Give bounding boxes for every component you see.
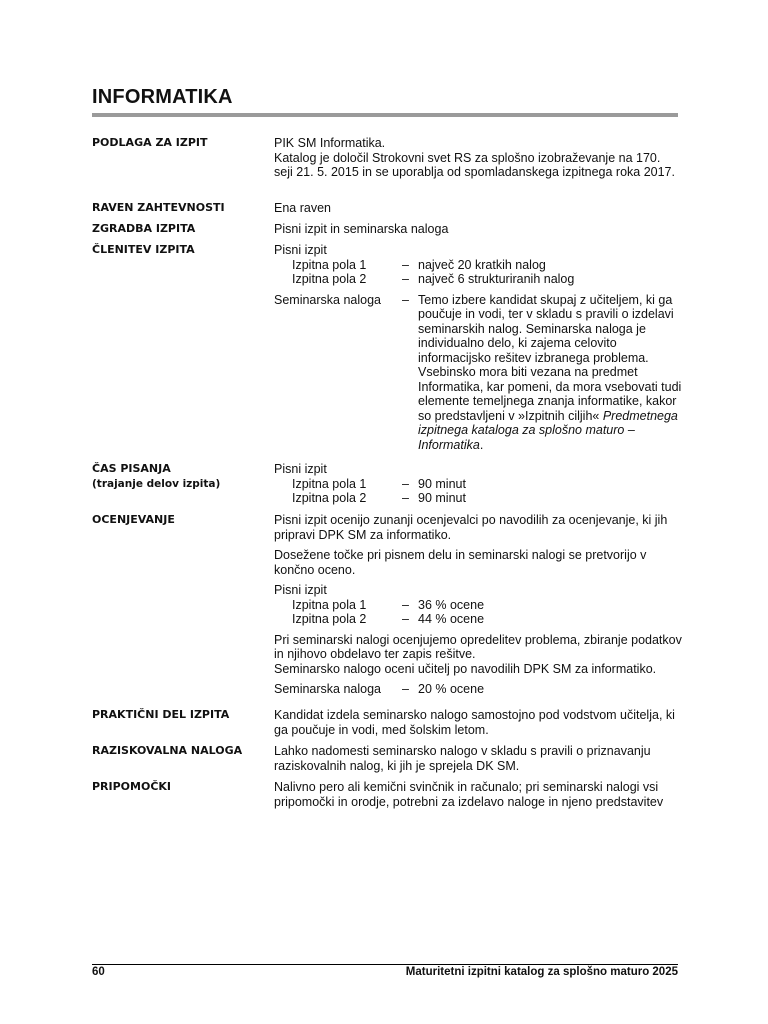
seminar-name: Seminarska naloga (274, 292, 382, 307)
written-exam-heading: Pisni izpit (274, 583, 327, 597)
section-body (274, 462, 682, 506)
section-label: OCENJEVANJE (92, 513, 175, 526)
dash: – (402, 612, 409, 626)
dash: – (402, 476, 409, 491)
zgradba-text: Pisni izpit in seminarska naloga (274, 222, 449, 236)
exam-row (274, 598, 682, 613)
dash: – (402, 292, 409, 307)
cas-label: ČAS PISANJA (92, 462, 171, 475)
pripomocki-text: Nalivno pero ali kemični svinčnik in računalo; pri seminarski nalogi vsi pripomočki in orodje, potrebni za izdelavo naloge in njeno predstavitev (274, 780, 664, 809)
exam-part-name: Izpitna pola 1 (292, 476, 367, 491)
ocenjevanje-p1: Pisni izpit ocenijo zunanji ocenjevalci po navodilih za ocenjevanje, ki jih pripravi DPK SM za informatiko. (274, 513, 668, 542)
exam-row (274, 491, 682, 506)
seminar-text (418, 293, 682, 453)
section-label: PODLAGA ZA IZPIT (92, 136, 208, 149)
dash: – (402, 682, 409, 696)
ocenjevanje-p4: Seminarsko nalogo oceni učitelj po navodilih DPK SM za informatiko. (274, 661, 657, 676)
seminar-description (274, 293, 682, 453)
exam-row (274, 612, 682, 627)
podlaga-line-2: Katalog je določil Strokovni svet RS za splošno izobraževanje na 170. seji 21. 5. 2015 in se uporablja od spomladanskega izpitnega roka 2017. (274, 150, 675, 179)
section-label: ČLENITEV IZPITA (92, 243, 195, 256)
seminar-row (274, 682, 682, 697)
section-label: RAVEN ZAHTEVNOSTI (92, 201, 225, 214)
seminar-text-main: Temo izbere kandidat skupaj z učiteljem, ki ga poučuje in vodi, ter v skladu s pravili o izdelavi seminarskih nalog. Seminarska naloga je individualno delo, ki zajema celovito informacijsko rešitev izbranega problema. Vsebinsko mora biti vezana na predmet Informatika, kar pomeni, da mora vsebovati tudi elemente temeljnega znanja informatike, kakor so predstavljeni v »Izpitnih ciljih« (418, 292, 682, 423)
written-exam-heading: Pisni izpit (274, 462, 327, 476)
cas-sublabel: (trajanje delov izpita) (92, 477, 221, 490)
seminar-text-end: . (479, 437, 484, 452)
exam-part-name: Izpitna pola 2 (292, 491, 367, 505)
exam-part-name: Izpitna pola 1 (292, 257, 367, 272)
ocenjevanje-p3: Pri seminarski nalogi ocenjujemo opredelitev problema, zbiranje podatkov in njihovo obdelavo ter zapis rešitve. (274, 632, 682, 661)
dash: – (402, 597, 409, 612)
exam-part-value: 36 % ocene (418, 597, 485, 612)
section-body (274, 136, 682, 180)
page-title: INFORMATIKA (92, 86, 233, 108)
exam-part-value: 90 minut (418, 491, 466, 505)
prakticni-text: Kandidat izdela seminarsko nalogo samostojno pod vodstvom učitelja, ki ga poučuje in vodi, med šolskim letom. (274, 708, 675, 737)
raziskovalna-text: Lahko nadomesti seminarsko nalogo v skladu s pravili o priznavanju raziskovalnih nalog, ki jih je sprejela DK SM. (274, 744, 651, 773)
dash: – (402, 257, 409, 272)
seminar-name: Seminarska naloga (274, 682, 382, 696)
dash: – (402, 491, 409, 505)
exam-part-value: največ 20 kratkih nalog (418, 257, 546, 272)
title-rule (92, 113, 678, 117)
exam-row (274, 477, 682, 492)
section-label (92, 462, 272, 491)
section-label: PRIPOMOČKI (92, 780, 172, 793)
exam-part-name: Izpitna pola 1 (292, 597, 367, 612)
written-exam-heading: Pisni izpit (274, 243, 327, 257)
exam-part-value: največ 6 strukturiranih nalog (418, 272, 575, 286)
seminar-text-italic: Predmetnega izpitnega kataloga za splošno maturo – Informatika (418, 408, 678, 452)
section-label: PRAKTIČNI DEL IZPITA (92, 708, 230, 721)
exam-part-name: Izpitna pola 2 (292, 612, 367, 626)
ocenjevanje-p2: Dosežene točke pri pisnem delu in seminarski nalogi se pretvorijo v končno oceno. (274, 548, 647, 577)
dash: – (402, 272, 409, 286)
section-label: RAZISKOVALNA NALOGA (92, 744, 243, 757)
section-label: ZGRADBA IZPITA (92, 222, 196, 235)
section-body (274, 243, 682, 452)
exam-row (274, 258, 682, 273)
exam-part-value: 90 minut (418, 476, 466, 491)
footer-rule (92, 964, 678, 965)
exam-row (274, 272, 682, 287)
exam-part-value: 44 % ocene (418, 612, 485, 626)
seminar-value: 20 % ocene (418, 682, 485, 696)
section-body (274, 513, 682, 697)
page-number: 60 (92, 966, 105, 978)
footer-title: Maturitetni izpitni katalog za splošno maturo 2025 (405, 966, 678, 978)
raven-text: Ena raven (274, 201, 331, 215)
exam-part-name: Izpitna pola 2 (292, 272, 367, 286)
podlaga-line-1: PIK SM Informatika. (274, 136, 386, 150)
